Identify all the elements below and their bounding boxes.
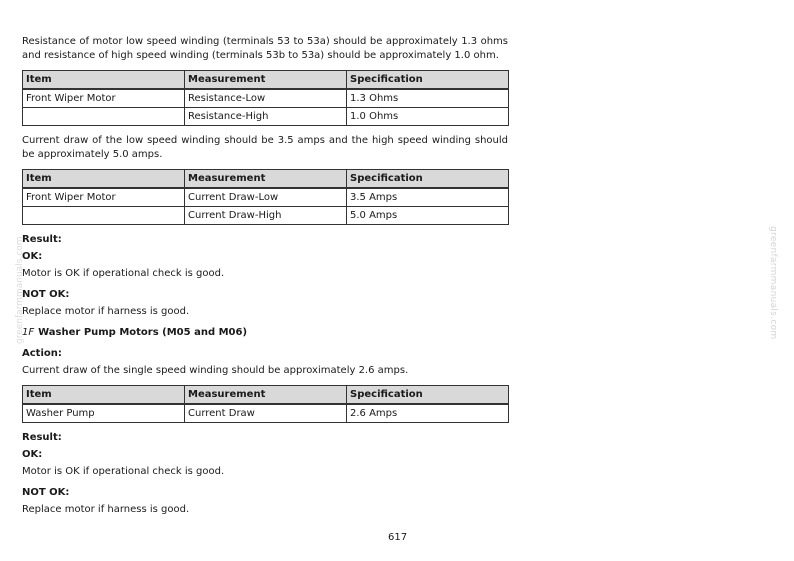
header-measurement: Measurement [185, 386, 347, 405]
cell-specification: 3.5 Amps [347, 188, 509, 207]
cell-item [23, 207, 185, 225]
watermark-right: greenfarmmanuals.com [768, 226, 778, 340]
resistance-table [22, 70, 509, 126]
header-specification: Specification [347, 386, 509, 405]
action-text: Current draw of the single speed winding should be approximately 2.6 amps. [22, 365, 409, 376]
notok-text: Replace motor if harness is good. [22, 504, 190, 515]
document-body [22, 35, 508, 517]
table-header-row [23, 71, 509, 90]
cell-measurement: Current Draw-Low [185, 188, 347, 207]
current-paragraph: Current draw of the low speed winding should be 3.5 amps and the high speed winding should be approximately 5.0 amps. [22, 135, 508, 160]
cell-measurement: Resistance-High [185, 108, 347, 126]
watermark-left: greenfarmmanuals.com [15, 236, 25, 344]
cell-item: Front Wiper Motor [23, 188, 185, 207]
result-label: Result: [22, 234, 62, 245]
cell-item: Front Wiper Motor [23, 89, 185, 108]
cell-item: Washer Pump [23, 404, 185, 423]
notok-label: NOT OK: [22, 289, 70, 300]
cell-specification: 1.0 Ohms [347, 108, 509, 126]
header-item: Item [23, 71, 185, 90]
table-row [23, 108, 509, 126]
header-specification: Specification [347, 170, 509, 189]
table-row [23, 188, 509, 207]
cell-specification: 5.0 Amps [347, 207, 509, 225]
cell-measurement: Current Draw [185, 404, 347, 423]
section-title: Washer Pump Motors (M05 and M06) [38, 327, 248, 338]
section-heading-1f [22, 326, 508, 340]
cell-specification: 2.6 Amps [347, 404, 509, 423]
cell-item [23, 108, 185, 126]
header-item: Item [23, 170, 185, 189]
washer-table [22, 385, 509, 423]
cell-measurement: Current Draw-High [185, 207, 347, 225]
table-row [23, 89, 509, 108]
resistance-paragraph: Resistance of motor low speed winding (terminals 53 to 53a) should be approximately 1.3 ohms and resistance of high speed winding (terminals 53b to 53a) should be approximately 1.0 ohm. [22, 36, 508, 61]
table-header-row [23, 386, 509, 405]
notok-label: NOT OK: [22, 487, 70, 498]
header-measurement: Measurement [185, 71, 347, 90]
cell-specification: 1.3 Ohms [347, 89, 509, 108]
table-header-row [23, 170, 509, 189]
cell-measurement: Resistance-Low [185, 89, 347, 108]
page-number: 617 [388, 532, 408, 543]
header-item: Item [23, 386, 185, 405]
ok-label: OK: [22, 449, 43, 460]
table-row [23, 207, 509, 225]
header-specification: Specification [347, 71, 509, 90]
ok-text: Motor is OK if operational check is good. [22, 466, 225, 477]
section-number: 1F [22, 327, 35, 338]
result-label: Result: [22, 432, 62, 443]
action-label: Action: [22, 348, 62, 359]
table-row [23, 404, 509, 423]
ok-text: Motor is OK if operational check is good. [22, 268, 225, 279]
header-measurement: Measurement [185, 170, 347, 189]
ok-label: OK: [22, 251, 43, 262]
notok-text: Replace motor if harness is good. [22, 306, 190, 317]
current-table [22, 169, 509, 225]
